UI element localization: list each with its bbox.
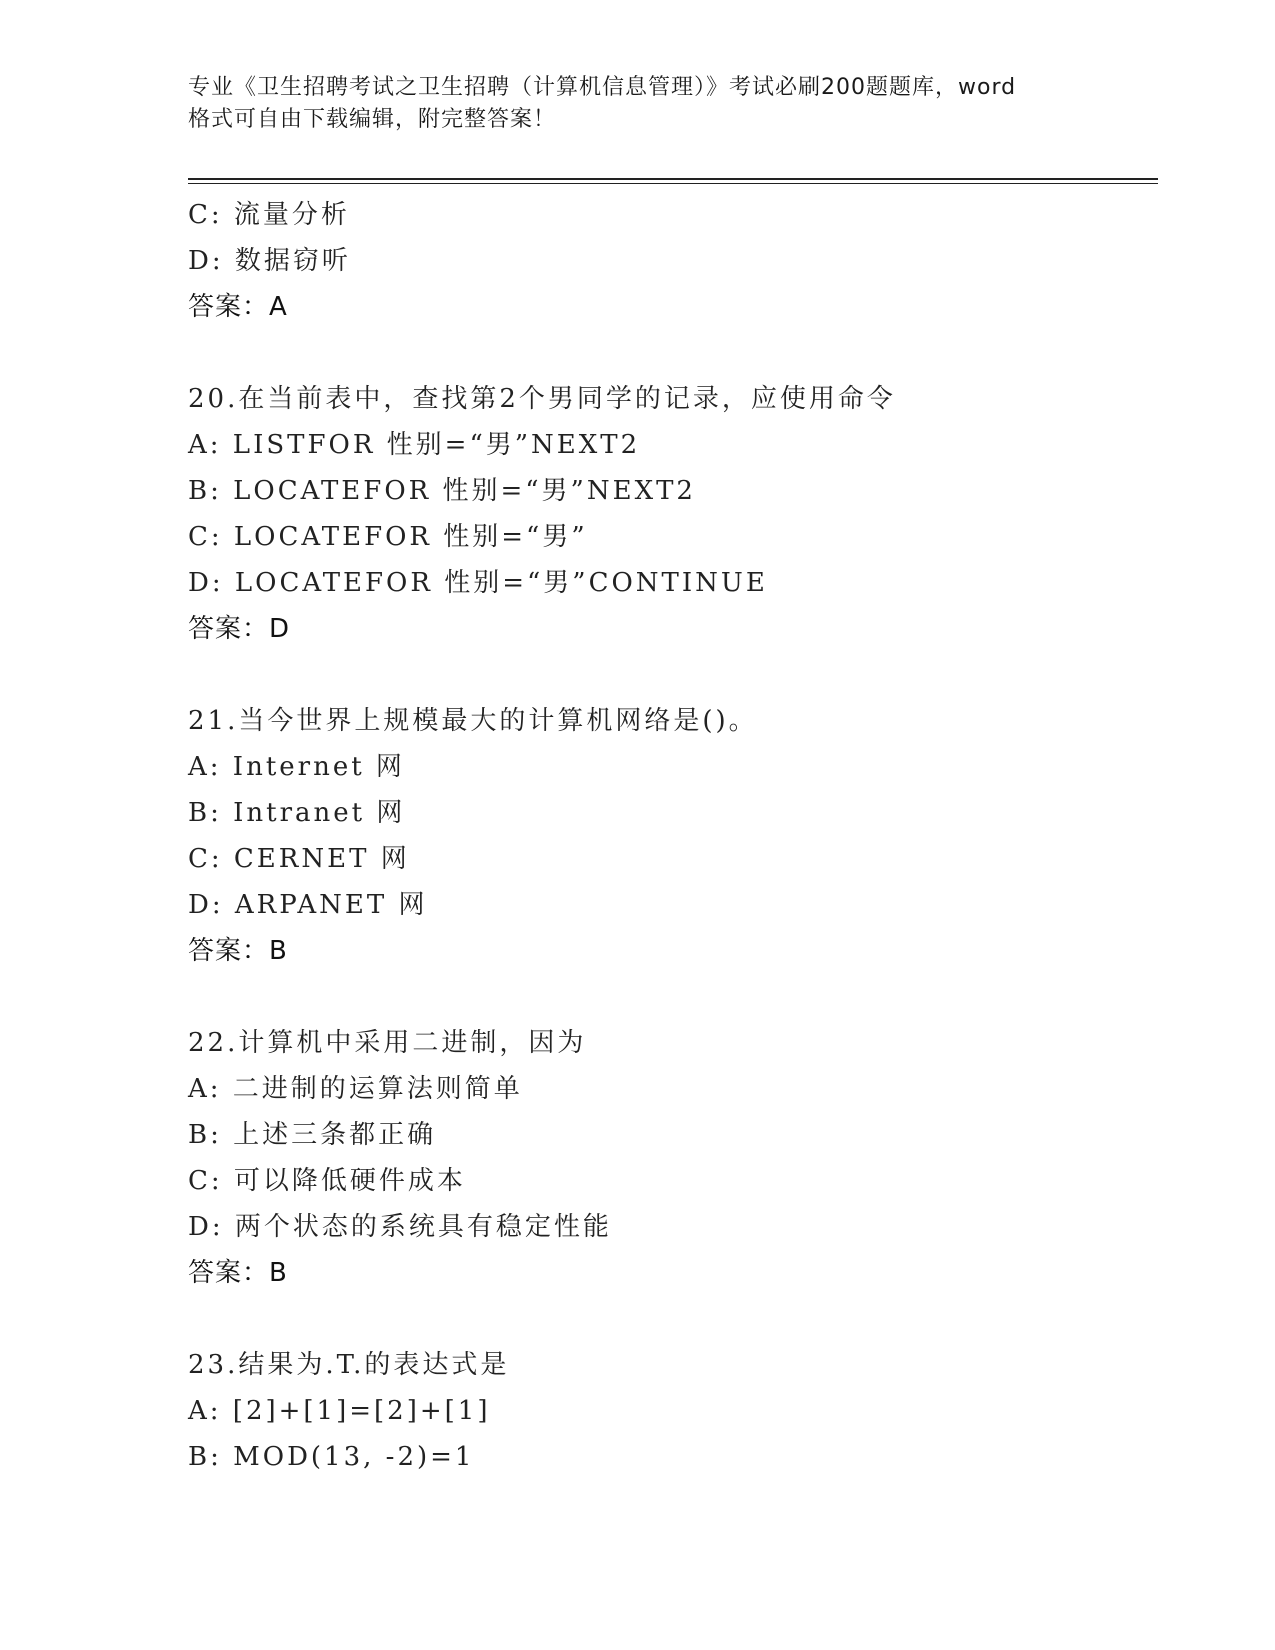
header-title-line-2: 格式可自由下载编辑，附完整答案！: [188, 107, 557, 132]
answer-line: 答案：D: [188, 614, 291, 644]
spacer: [188, 330, 1148, 376]
question-20: [188, 376, 1148, 652]
answer-line: 答案：B: [188, 936, 288, 966]
question-22: [188, 1020, 1148, 1296]
option-b: B: Intranet 网: [188, 798, 406, 828]
option-d: D: ARPANET 网: [188, 890, 428, 920]
question-stem: 22.计算机中采用二进制，因为: [188, 1028, 587, 1058]
header-divider-thin: [188, 183, 1158, 184]
spacer: [188, 652, 1148, 698]
question-21: [188, 698, 1148, 974]
question-list: [188, 192, 1148, 1480]
question-19-tail: [188, 192, 1148, 330]
option-c: C: 流量分析: [188, 200, 350, 230]
option-d: D: 数据窃听: [188, 246, 351, 276]
option-b: B: MOD(13, -2)=1: [188, 1442, 475, 1472]
option-d: D: LOCATEFOR 性别=“男”CONTINUE: [188, 568, 768, 598]
question-stem: 23.结果为.T.的表达式是: [188, 1350, 510, 1380]
answer-line: 答案：B: [188, 1258, 288, 1288]
header-divider-thick: [188, 178, 1158, 180]
option-a: A: Internet 网: [188, 752, 405, 782]
spacer: [188, 974, 1148, 1020]
document-header: [188, 72, 1088, 136]
option-c: C: 可以降低硬件成本: [188, 1166, 466, 1196]
question-stem: 21.当今世界上规模最大的计算机网络是()。: [188, 706, 758, 736]
answer-line: 答案：A: [188, 292, 288, 322]
question-23: [188, 1342, 1148, 1480]
header-title-line-1: 专业《卫生招聘考试之卫生招聘（计算机信息管理）》考试必刷200题题库，word: [188, 75, 1017, 100]
option-a: A: 二进制的运算法则简单: [188, 1074, 523, 1104]
question-stem: 20.在当前表中，查找第2个男同学的记录，应使用命令: [188, 384, 896, 414]
option-c: C: CERNET 网: [188, 844, 410, 874]
option-b: B: LOCATEFOR 性别=“男”NEXT2: [188, 476, 696, 506]
option-a: A: LISTFOR 性别=“男”NEXT2: [188, 430, 641, 460]
spacer: [188, 1296, 1148, 1342]
option-c: C: LOCATEFOR 性别=“男”: [188, 522, 588, 552]
option-a: A: [2]+[1]=[2]+[1]: [188, 1396, 491, 1426]
option-d: D: 两个状态的系统具有稳定性能: [188, 1212, 612, 1242]
option-b: B: 上述三条都正确: [188, 1120, 437, 1150]
